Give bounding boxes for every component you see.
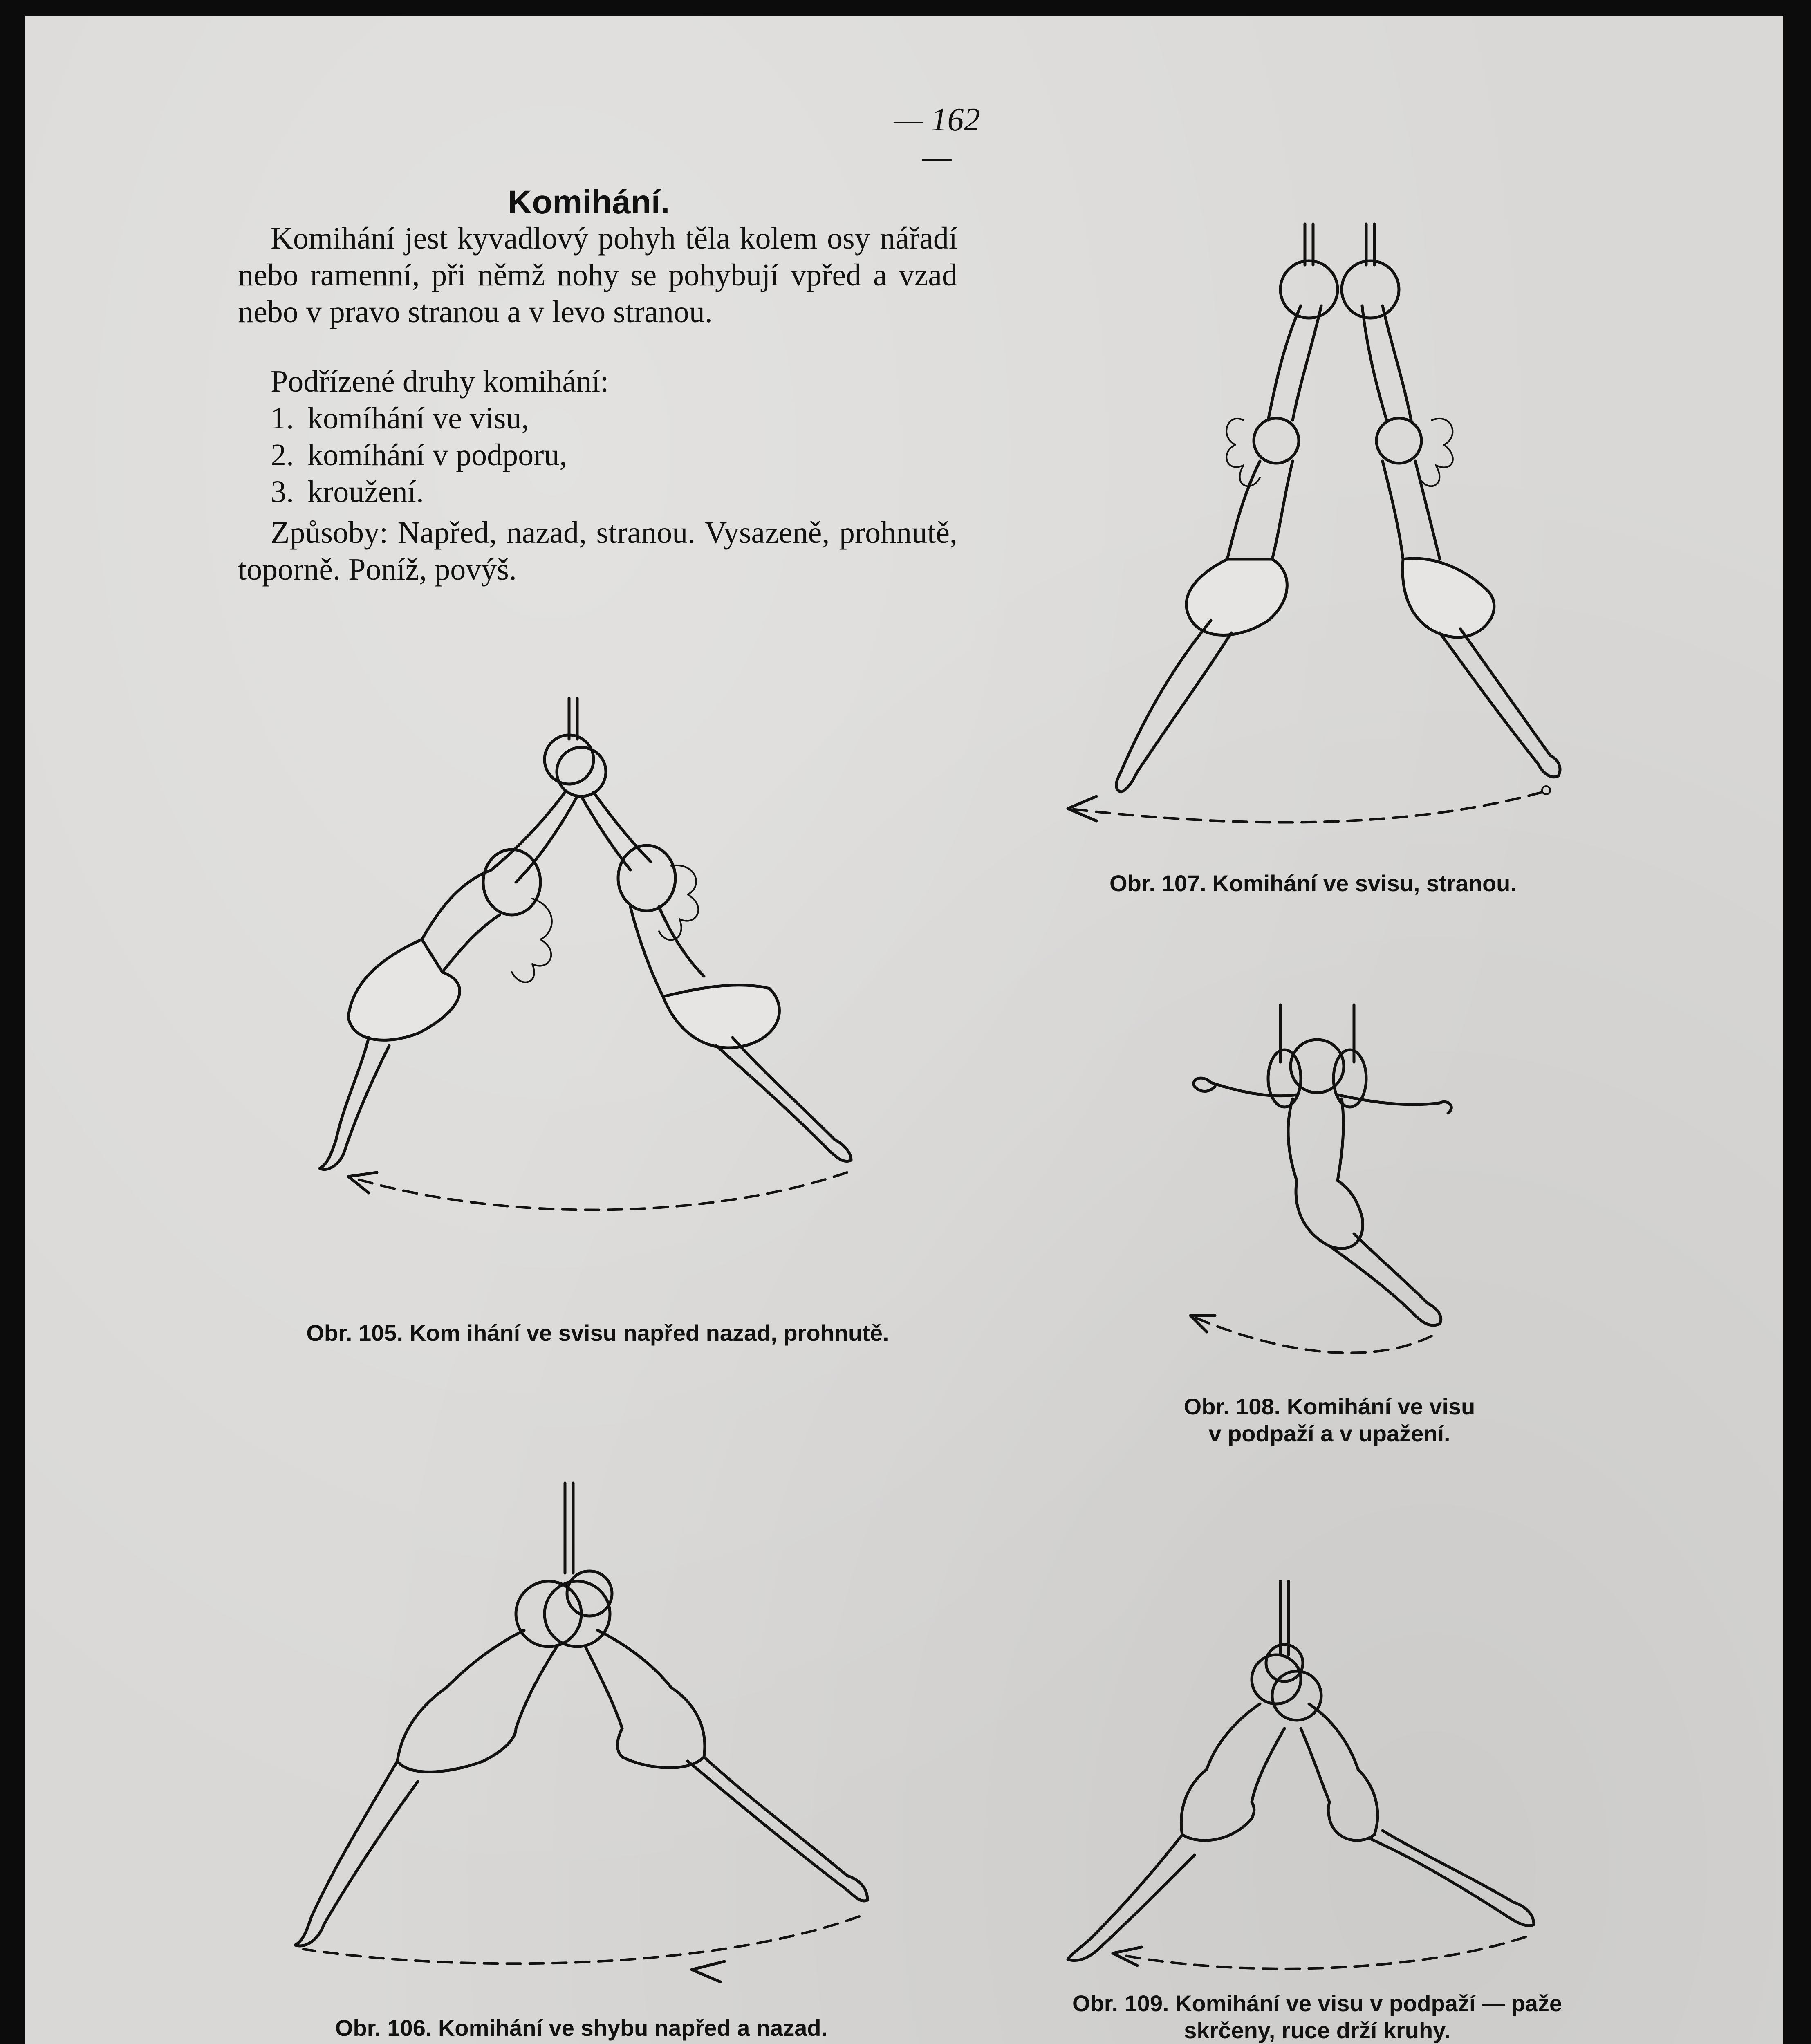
figure-107-caption: Obr. 107. Komihání ve svisu, stranou.: [1109, 870, 1517, 896]
two-men-swinging-in-pull-up-illustration: [262, 1475, 925, 2023]
figure-105-caption: Obr. 105. Kom ihání ve svisu napřed nazad, prohnutě.: [306, 1320, 889, 1346]
figure-109-caption-line2: skrčeny, ruce drží kruhy.: [1184, 2017, 1450, 2043]
figure-106-caption: Obr. 106. Komihání ve shybu napřed a nazad.: [335, 2015, 828, 2041]
two-girls-swinging-on-rings-illustration: [246, 686, 917, 1299]
list-number: 2.: [271, 438, 294, 472]
section-title: Komihání.: [508, 184, 670, 221]
figure-108-caption-line1: Obr. 108. Komihání ve visu: [1183, 1394, 1475, 1419]
boy-swinging-armpit-hang-illustration: [1162, 997, 1489, 1356]
figure-109-caption-line1: Obr. 109. Komihání ve visu v podpaží — paže: [1072, 1990, 1562, 2016]
list-item: [271, 400, 529, 437]
intro-paragraph: Komihání jest kyvadlový pohyh těla kolem osy nářadí nebo ramenní, při němž nohy se pohybují vpřed a vzad nebo v pravo stranou a v levo stranou.: [238, 221, 957, 329]
list-item: [271, 473, 424, 510]
figure-108-caption-line2: v podpaží a v upažení.: [1208, 1421, 1450, 1446]
two-girls-swinging-sideways-illustration: [998, 208, 1673, 845]
book-page: [25, 16, 1783, 2044]
list-number: 1.: [271, 401, 294, 435]
list-text: komíhání v podporu,: [307, 438, 567, 472]
two-boys-swinging-armpit-hang-illustration: [1047, 1573, 1603, 1990]
list-number: 3.: [271, 475, 294, 509]
page-number: — 162 —: [894, 102, 980, 175]
subtypes-heading: Podřízené druhy komihání:: [271, 364, 609, 399]
list-item: [271, 437, 567, 473]
list-text: komíhání ve visu,: [307, 401, 529, 435]
list-text: kroužení.: [307, 475, 424, 509]
methods-paragraph: Způsoby: Napřed, nazad, stranou. Vysazeně, prohnutě, toporně. Poníž, povýš.: [238, 515, 957, 587]
